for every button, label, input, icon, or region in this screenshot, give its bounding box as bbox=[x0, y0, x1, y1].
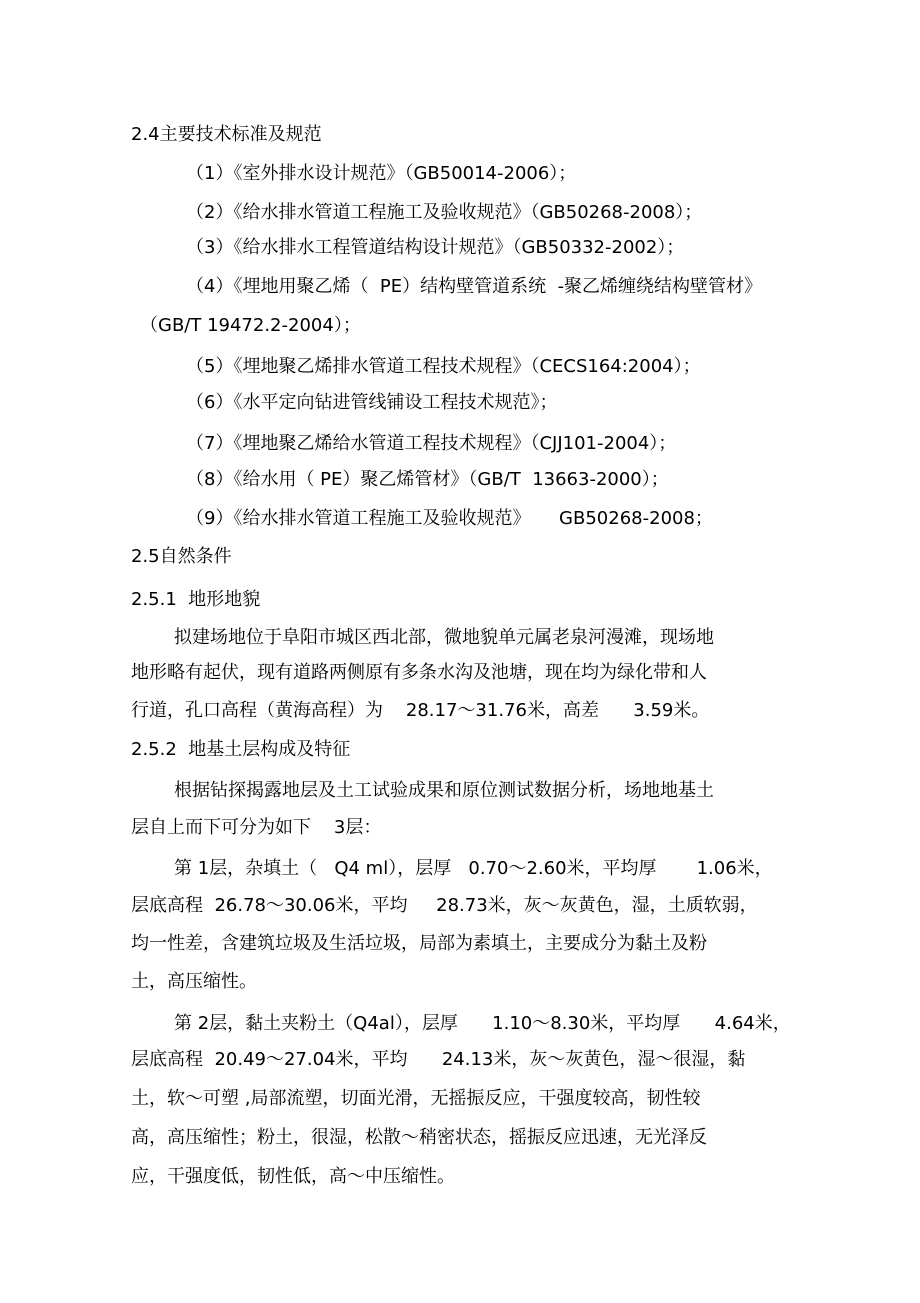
standard-item-6: （6）《水平定向钻进管线铺设工程技术规范》； bbox=[186, 392, 558, 413]
standard-item-4-cont: （GB/T 19472.2-2004）； bbox=[140, 315, 361, 336]
standard-item-4: （4）《埋地用聚乙烯（ PE）结构壁管道系统 -聚乙烯缠绕结构壁管材》 bbox=[186, 276, 763, 297]
layer-2-line-4: 高，高压缩性；粉土，很湿，松散～稍密状态，摇振反应迅速，无光泽反 bbox=[131, 1127, 707, 1148]
layer-1-line-4: 土，高压缩性。 bbox=[131, 971, 257, 992]
layer-1-line-2: 层底高程 26.78～30.06米，平均 28.73米，灰～灰黄色，湿，土质软弱， bbox=[131, 895, 758, 916]
standard-item-7: （7）《埋地聚乙烯给水管道工程技术规程》（CJJ101-2004）； bbox=[186, 433, 677, 454]
section-2-4-heading: 2.4主要技术标准及规范 bbox=[131, 124, 322, 145]
layer-2-line-2: 层底高程 20.49～27.04米，平均 24.13米，灰～灰黄色，湿～很湿，黏 bbox=[131, 1049, 746, 1070]
terrain-line-3: 行道，孔口高程（黄海高程）为 28.17～31.76米，高差 3.59米。 bbox=[131, 700, 710, 721]
terrain-line-1: 拟建场地位于阜阳市城区西北部，微地貌单元属老泉河漫滩，现场地 bbox=[174, 627, 714, 648]
section-2-5-heading: 2.5自然条件 bbox=[131, 546, 232, 567]
standard-item-2: （2）《给水排水管道工程施工及验收规范》（GB50268-2008）； bbox=[186, 202, 703, 223]
layer-1-line-1: 第 1层，杂填土（ Q4 ml），层厚 0.70～2.60米，平均厚 1.06米， bbox=[174, 858, 773, 879]
layer-2-line-5: 应，干强度低，韧性低，高～中压缩性。 bbox=[131, 1166, 455, 1187]
soil-intro-line-2: 层自上而下可分为如下 3层： bbox=[131, 817, 382, 838]
standard-item-8: （8）《给水用（ PE）聚乙烯管材》（GB/T 13663-2000）； bbox=[186, 469, 669, 490]
standard-item-9: （9）《给水排水管道工程施工及验收规范》 GB50268-2008； bbox=[186, 508, 713, 529]
layer-1-line-3: 均一性差，含建筑垃圾及生活垃圾，局部为素填土，主要成分为黏土及粉 bbox=[131, 933, 707, 954]
layer-2-line-1: 第 2层，黏土夹粉土（Q4al），层厚 1.10～8.30米，平均厚 4.64米， bbox=[174, 1013, 791, 1034]
section-2-5-2-heading: 2.5.2 地基土层构成及特征 bbox=[131, 739, 351, 760]
standard-item-1: （1）《室外排水设计规范》（GB50014-2006）； bbox=[186, 163, 577, 184]
standard-item-3: （3）《给水排水工程管道结构设计规范》（GB50332-2002）； bbox=[186, 237, 685, 258]
section-2-5-1-heading: 2.5.1 地形地貌 bbox=[131, 589, 261, 610]
soil-intro-line-1: 根据钻探揭露地层及土工试验成果和原位测试数据分析，场地地基土 bbox=[174, 780, 714, 801]
standard-item-5: （5）《埋地聚乙烯排水管道工程技术规程》（CECS164:2004）； bbox=[186, 356, 701, 377]
terrain-line-2: 地形略有起伏，现有道路两侧原有多条水沟及池塘，现在均为绿化带和人 bbox=[131, 662, 707, 683]
layer-2-line-3: 土，软～可塑 ,局部流塑，切面光滑，无摇振反应，干强度较高，韧性较 bbox=[131, 1088, 701, 1109]
